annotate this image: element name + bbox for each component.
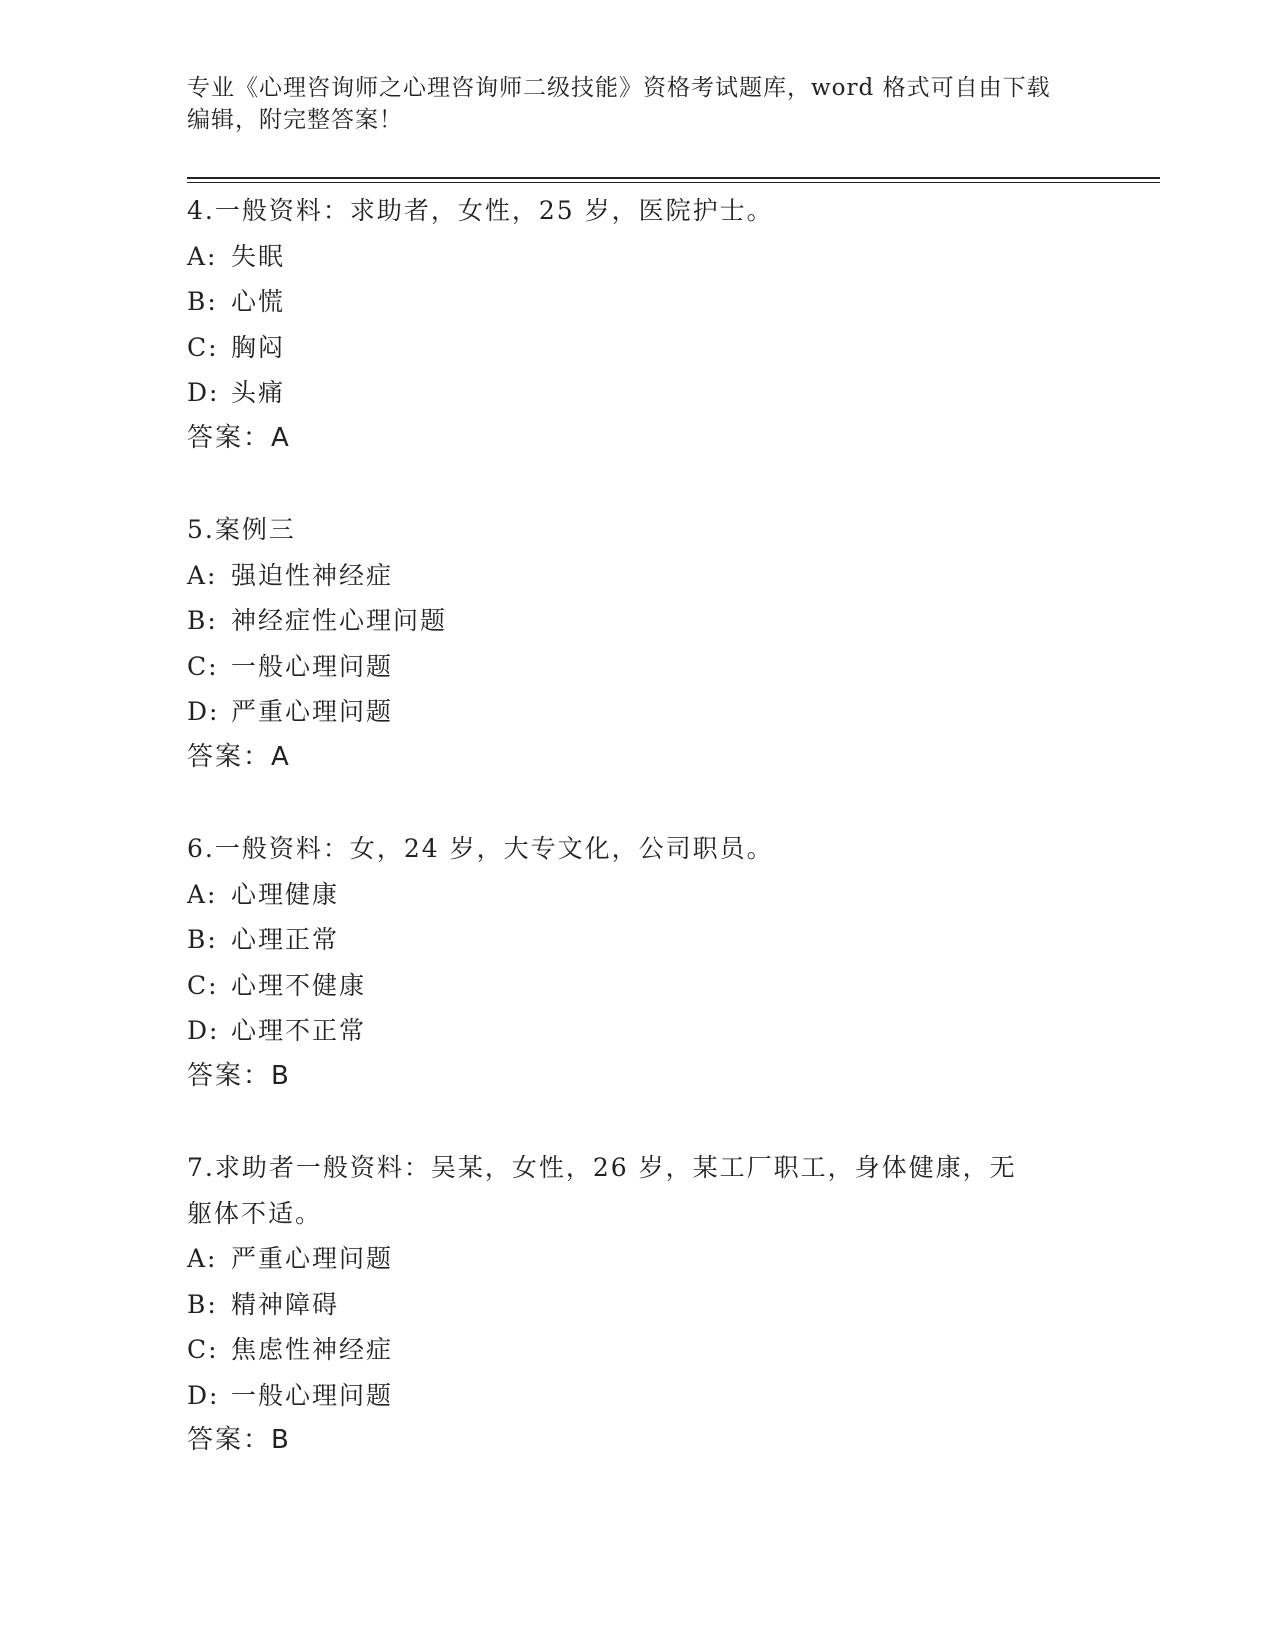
option-key: C: bbox=[187, 1335, 219, 1364]
option-text: 严重心理问题 bbox=[231, 697, 394, 726]
option-b bbox=[187, 598, 1087, 644]
option-text: 失眠 bbox=[231, 241, 286, 271]
header-line-2: 编辑，附完整答案！ bbox=[187, 107, 403, 133]
option-c bbox=[187, 1327, 1087, 1373]
option-a bbox=[187, 1236, 1087, 1282]
option-key: B: bbox=[187, 287, 218, 316]
option-key: D: bbox=[187, 1016, 220, 1045]
option-a bbox=[187, 234, 1087, 280]
option-text: 心慌 bbox=[231, 287, 286, 316]
option-key: B: bbox=[187, 606, 218, 635]
question-stem: 7.求助者一般资料：吴某，女性，26 岁，某工厂职工，身体健康，无 bbox=[187, 1153, 1017, 1182]
question-6 bbox=[187, 826, 1087, 1099]
option-text: 心理不健康 bbox=[231, 970, 367, 1000]
question-list bbox=[187, 188, 1087, 1510]
option-text: 胸闷 bbox=[231, 332, 286, 362]
question-stem: 4.一般资料：求助者，女性，25 岁，医院护士。 bbox=[187, 196, 774, 225]
option-text: 心理不正常 bbox=[231, 1016, 367, 1045]
option-text: 强迫性神经症 bbox=[231, 560, 394, 590]
option-text: 一般心理问题 bbox=[231, 651, 394, 681]
option-text: 一般心理问题 bbox=[231, 1380, 394, 1410]
option-key: A: bbox=[187, 560, 218, 590]
option-text: 严重心理问题 bbox=[231, 1244, 394, 1273]
option-key: A: bbox=[187, 879, 218, 909]
option-d bbox=[187, 689, 1087, 735]
option-key: B: bbox=[187, 1289, 218, 1319]
option-c bbox=[187, 644, 1087, 690]
question-stem: 5.案例三 bbox=[187, 515, 296, 544]
option-text: 焦虑性神经症 bbox=[231, 1335, 394, 1364]
question-4 bbox=[187, 188, 1087, 461]
option-key: B: bbox=[187, 925, 218, 954]
option-b bbox=[187, 1282, 1087, 1328]
option-b bbox=[187, 917, 1087, 963]
option-key: D: bbox=[187, 378, 220, 407]
question-stem: 6.一般资料：女，24 岁，大专文化，公司职员。 bbox=[187, 834, 774, 863]
header-line-1: 专业《心理咨询师之心理咨询师二级技能》资格考试题库，word 格式可自由下载 bbox=[187, 75, 1051, 101]
header-divider-thick bbox=[187, 177, 1160, 179]
option-d bbox=[187, 1373, 1087, 1419]
answer-line: 答案：B bbox=[187, 1425, 291, 1455]
option-a bbox=[187, 553, 1087, 599]
option-text: 心理健康 bbox=[231, 879, 340, 909]
option-key: A: bbox=[187, 1244, 218, 1273]
option-c bbox=[187, 325, 1087, 371]
option-key: D: bbox=[187, 1380, 220, 1410]
answer-line: 答案：A bbox=[187, 741, 291, 772]
option-c bbox=[187, 963, 1087, 1009]
option-b bbox=[187, 279, 1087, 325]
option-text: 精神障碍 bbox=[231, 1289, 340, 1319]
question-5 bbox=[187, 507, 1087, 780]
header-divider-thin bbox=[187, 182, 1160, 183]
option-text: 神经症性心理问题 bbox=[231, 606, 448, 635]
answer-line: 答案：A bbox=[187, 422, 291, 453]
answer-line: 答案：B bbox=[187, 1060, 291, 1091]
option-d bbox=[187, 1008, 1087, 1054]
option-a bbox=[187, 872, 1087, 918]
document-header bbox=[187, 72, 1087, 136]
option-key: C: bbox=[187, 332, 219, 362]
option-key: C: bbox=[187, 651, 219, 681]
question-stem-continued: 躯体不适。 bbox=[187, 1198, 323, 1228]
option-text: 头痛 bbox=[231, 378, 286, 407]
option-d bbox=[187, 370, 1087, 416]
option-key: D: bbox=[187, 697, 220, 726]
option-key: A: bbox=[187, 241, 218, 271]
option-key: C: bbox=[187, 970, 219, 1000]
question-7 bbox=[187, 1145, 1087, 1464]
option-text: 心理正常 bbox=[231, 925, 340, 954]
